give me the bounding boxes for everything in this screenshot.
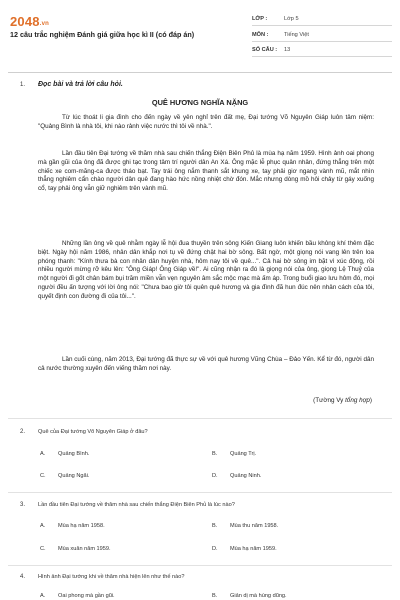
passage-paragraph: Lần đầu tiên Đại tướng về thăm nhà sau chiến thắng Điện Biên Phủ là mùa hạ năm 1959. Hình ảnh oai phong mà gần gũi của ông đã được ghi tạc trong tâm trí người dân An Xá. Ông mặc lễ phục quân nhân, đứng thẳng trên một chiếc xe com-măng-ca được tháo bạt. Tay trái ông nắm thanh sắt khung xe, tay phải giơ ngang vành mũ, mắt nhìn thẳng nghiêm cẩn chào người dân quê đang hào hức nồng nhiệt chờ đón. Mắc nhưng dòng mồ hôi chảy từ gáy xuống cổ, tay phải ông vẫn giữ nghiêm trên vành mũ.: [38, 150, 374, 193]
option-text: Giản dị mà hùng dũng.: [230, 593, 287, 599]
option-letter: B.: [212, 593, 218, 599]
passage-paragraph: Những lần ông về quê nhằm ngày lễ hội đua thuyền trên sông Kiến Giang luôn khiến bầu không khí thêm đặc biệt. Ngày hội năm 1986, nhân dân khắp nơi tụ về đứng chật hai bờ sông. Bất ngờ, một giọng nói vang lên trên loa phóng thanh: "Kính thưa bà con nhân dân huyện nhà, hôm nay tôi về quê...". Cả hai bờ sông im bặt vì xúc động, rồi nhiều người mừng rỡ kêu lên: "Ông Giáp! Ông Giáp về!". Ai cũng nhận ra đó là giọng nói của ông, giọng Lệ Thuỷ của một người đi gốt chân bám bụi trăm miền vẫn vẹn nguyên âm sắc mộc mạc mà ấm áp. Trong buổi giao lưu hôm đó, mọi người đều ấn tượng với lời ông nói: "Chưa bao giờ tôi quên quê hương và gia đình đã hun đúc nên nhân cách của tôi, quyết định con đường đi của tôi...".: [38, 240, 374, 300]
answer-option[interactable]: [40, 473, 89, 479]
option-text: Mùa thu năm 1958.: [230, 523, 279, 529]
option-text: Quảng Ngãi.: [58, 473, 90, 479]
option-letter: B.: [212, 523, 218, 529]
meta-class-value: Lớp 5: [284, 16, 299, 22]
question-number: 1.: [20, 82, 26, 88]
section-divider: [8, 418, 392, 419]
option-text: Mùa xuân năm 1959.: [58, 546, 111, 552]
option-text: Quảng Ninh.: [230, 473, 262, 479]
question-text: Quê của Đại tướng Võ Nguyên Giáp ở đâu?: [38, 429, 148, 435]
answer-option[interactable]: [40, 451, 89, 457]
meta-divider: [252, 41, 392, 42]
meta-divider: [252, 25, 392, 26]
option-text: Mùa hạ năm 1958.: [58, 523, 105, 529]
answer-option[interactable]: [212, 546, 277, 552]
answer-option[interactable]: [40, 593, 115, 599]
option-text: Quảng Trị.: [230, 451, 257, 457]
site-logo[interactable]: [10, 14, 49, 29]
answer-option[interactable]: [40, 523, 105, 529]
option-letter: D.: [212, 546, 218, 552]
option-letter: B.: [212, 451, 218, 457]
meta-subject-label: MÔN :: [252, 32, 269, 38]
reading-instruction: Đọc bài và trả lời câu hỏi.: [38, 81, 123, 88]
option-letter: A.: [40, 593, 46, 599]
answer-option[interactable]: [212, 473, 261, 479]
question-text: Hình ảnh Đại tướng khi về thăm nhà hiện lên như thế nào?: [38, 574, 185, 580]
option-text: Quảng Bình.: [58, 451, 90, 457]
question-text: Lần đầu tiên Đại tướng về thăm nhà sau chiến thắng Điện Biên Phủ là lúc nào?: [38, 502, 235, 508]
question-number: 4.: [20, 574, 26, 580]
meta-count-label: SỐ CÂU :: [252, 47, 278, 53]
meta-count-value: 13: [284, 47, 291, 53]
section-divider: [8, 565, 392, 566]
passage-paragraph: Lần cuối cùng, năm 2013, Đại tướng đã thực sự về với quê hương Vũng Chùa – Đảo Yến. Kể từ đó, người dân cả nước thường xuyên đến viếng thăm nơi này.: [38, 356, 374, 372]
option-letter: D.: [212, 473, 218, 479]
answer-option[interactable]: [212, 451, 256, 457]
question-number: 3.: [20, 502, 26, 508]
logo-text: 2048: [10, 14, 40, 29]
document-title: 12 câu trắc nghiệm Đánh giá giữa học kì II (có đáp án): [10, 30, 195, 39]
logo-suffix: .vn: [39, 21, 50, 27]
passage-paragraph: Từ lúc thoát li gia đình cho đến ngày về yên nghỉ trên đất mẹ, Đại tướng Võ Nguyên Giáp luôn tâm niệm: "Quảng Bình là nhà tôi, khi nào rảnh việc nước thì tôi về nhà.".: [38, 114, 374, 130]
option-letter: C.: [40, 473, 46, 479]
option-letter: C.: [40, 546, 46, 552]
header-rule: [8, 72, 392, 73]
meta-class-label: LỚP :: [252, 16, 268, 22]
source-suffix: ): [369, 397, 372, 404]
option-text: Oai phong mà gần gũi.: [58, 593, 115, 599]
source-italic: tổng hợp: [345, 397, 370, 404]
question-number: 2.: [20, 429, 26, 435]
passage-source: [313, 397, 372, 404]
option-letter: A.: [40, 451, 46, 457]
section-divider: [8, 492, 392, 493]
answer-option[interactable]: [212, 523, 278, 529]
answer-option[interactable]: [212, 593, 287, 599]
meta-subject-value: Tiếng Việt: [284, 32, 309, 38]
answer-option[interactable]: [40, 546, 111, 552]
source-prefix: (Tường Vy: [313, 397, 346, 404]
passage-title: QUÊ HƯƠNG NGHĨA NẶNG: [151, 98, 249, 107]
option-text: Mùa hạ năm 1959.: [230, 546, 277, 552]
option-letter: A.: [40, 523, 46, 529]
meta-divider: [252, 56, 392, 57]
page-header: [0, 0, 400, 70]
